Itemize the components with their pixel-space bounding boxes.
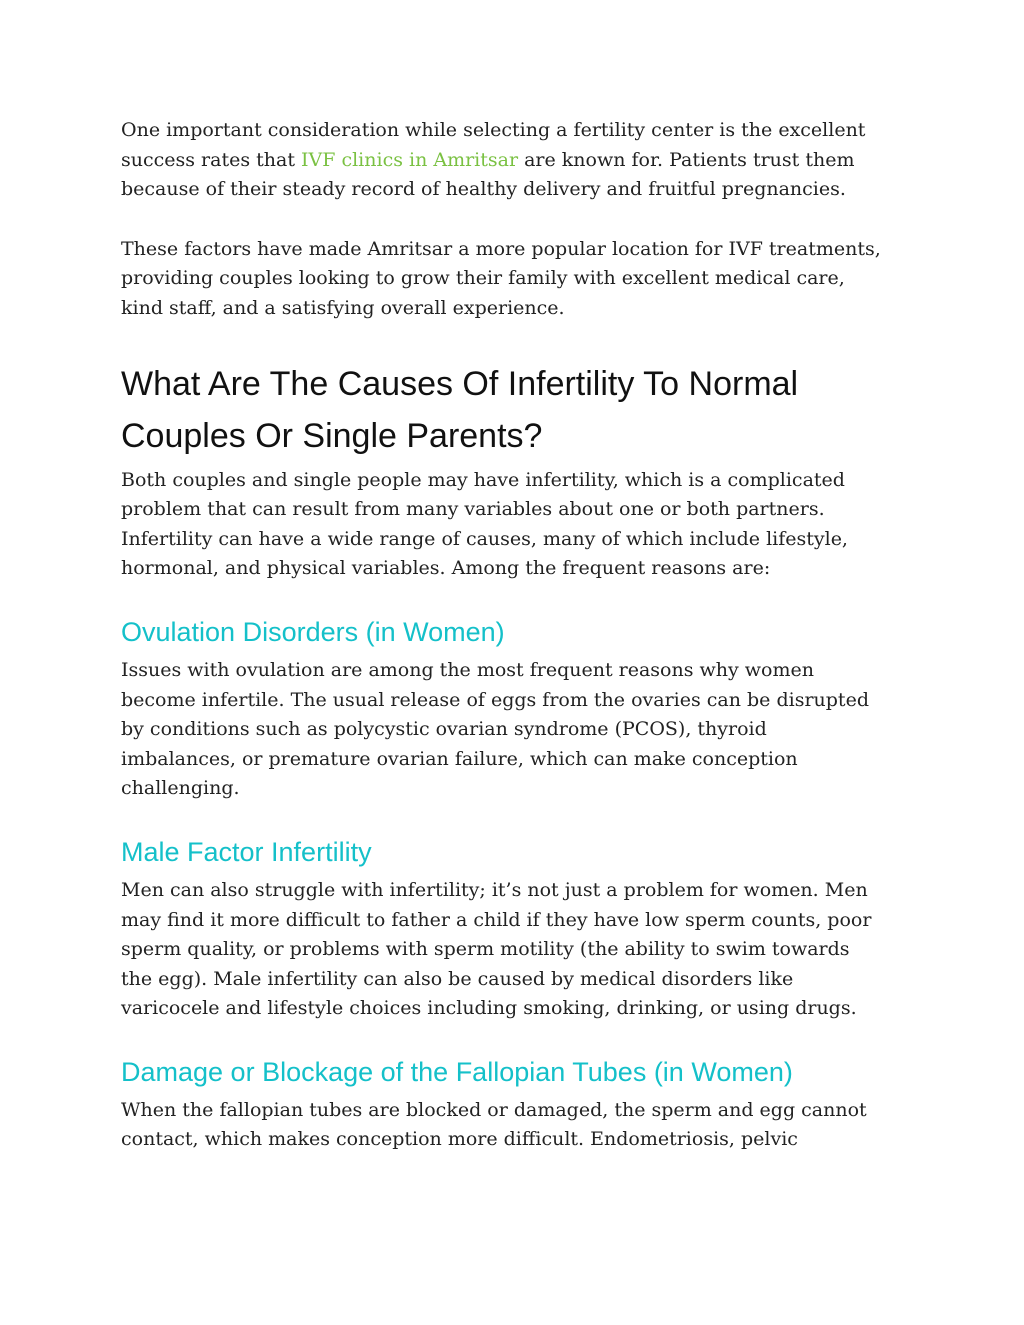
paragraph-line: sperm quality, or problems with sperm motility (the ability to swim towards [121, 938, 850, 961]
paragraph-line: contact, which makes conception more difficult. Endometriosis, pelvic [121, 1128, 798, 1151]
paragraph-line: imbalances, or premature ovarian failure, which can make conception [121, 747, 798, 770]
intro-paragraph-popularity [121, 235, 921, 324]
heading-line: Couples Or Single Parents? [121, 416, 543, 455]
causes-paragraph [121, 466, 921, 584]
paragraph-line: One important consideration while selecting a fertility center is the excellent [121, 119, 866, 141]
document-page [121, 116, 921, 1155]
male-factor-paragraph [121, 876, 921, 1024]
fallopian-tubes-heading: Damage or Blockage of the Fallopian Tubes (in Women) [121, 1056, 793, 1087]
paragraph-line: hormonal, and physical variables. Among the frequent reasons are: [121, 557, 771, 580]
paragraph-line: problem that can result from many variables about one or both partners. [121, 498, 825, 521]
paragraph-line: providing couples looking to grow their family with excellent medical care, [121, 267, 845, 290]
paragraph-line: become infertile. The usual release of eggs from the ovaries can be disrupted [121, 688, 869, 711]
ovulation-paragraph [121, 656, 921, 804]
paragraph-line: Men can also struggle with infertility; it’s not just a problem for women. Men [121, 878, 868, 901]
intro-paragraph-success-rates [121, 116, 921, 205]
paragraph-line: Issues with ovulation are among the most frequent reasons why women [121, 658, 814, 681]
paragraph-line: the egg). Male infertility can also be caused by medical disorders like [121, 967, 794, 990]
paragraph-line: Both couples and single people may have infertility, which is a complicated [121, 468, 845, 491]
paragraph-line: These factors have made Amritsar a more popular location for IVF treatments, [121, 237, 881, 260]
paragraph-line [121, 146, 921, 176]
fallopian-tubes-paragraph [121, 1096, 921, 1155]
paragraph-line: kind staff, and a satisfying overall experience. [121, 296, 565, 319]
paragraph-text: success rates that [121, 148, 302, 171]
ivf-clinics-amritsar-link[interactable]: IVF clinics in Amritsar [301, 148, 519, 171]
paragraph-line: may find it more difficult to father a child if they have low sperm counts, poor [121, 908, 872, 931]
paragraph-line: When the fallopian tubes are blocked or damaged, the sperm and egg cannot [121, 1098, 867, 1121]
paragraph-line: by conditions such as polycystic ovarian syndrome (PCOS), thyroid [121, 718, 767, 741]
paragraph-line: challenging. [121, 777, 240, 800]
causes-heading [121, 358, 921, 462]
paragraph-line: because of their steady record of healthy delivery and fruitful pregnancies. [121, 178, 846, 201]
male-factor-heading: Male Factor Infertility [121, 836, 372, 867]
paragraph-line: Infertility can have a wide range of causes, many of which include lifestyle, [121, 527, 848, 550]
paragraph-line: varicocele and lifestyle choices including smoking, drinking, or using drugs. [121, 997, 857, 1020]
ovulation-disorders-heading: Ovulation Disorders (in Women) [121, 616, 505, 647]
heading-line: What Are The Causes Of Infertility To Normal [121, 364, 799, 403]
paragraph-text: are known for. Patients trust them [518, 148, 855, 171]
